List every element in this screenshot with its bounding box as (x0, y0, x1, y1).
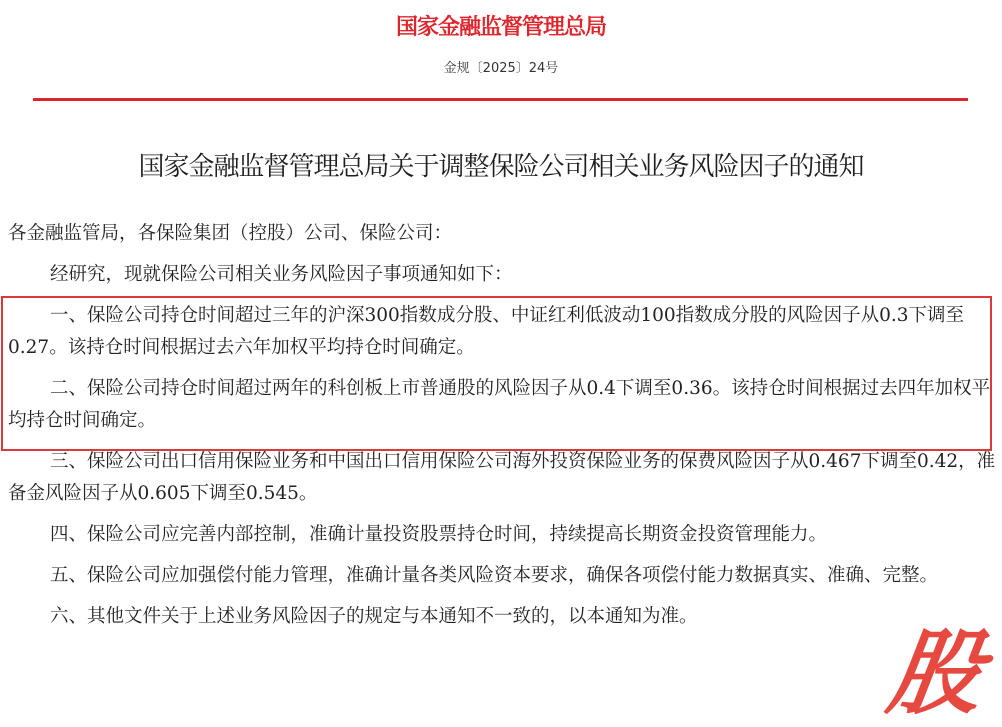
header-divider (33, 98, 968, 101)
item-paragraph: 五、保险公司应加强偿付能力管理，准确计量各类风险资本要求，确保各项偿付能力数据真实、准确、完整。 (50, 565, 939, 586)
stock-logo-watermark: 股 (882, 620, 990, 727)
document-number: 金规〔2025〕24号 (443, 61, 559, 76)
document-title: 国家金融监督管理总局关于调整保险公司相关业务风险因子的通知 (138, 152, 864, 182)
document-body (8, 218, 996, 633)
addressee: 各金融监管局，各保险集团（控股）公司、保险公司： (8, 223, 453, 244)
item-paragraph: 六、其他文件关于上述业务风险因子的规定与本通知不一致的，以本通知为准。 (50, 606, 698, 627)
intro-paragraph: 经研究，现就保险公司相关业务风险因子事项通知如下： (50, 264, 513, 285)
item-paragraph: 三、保险公司出口信用保险业务和中国出口信用保险公司海外投资保险业务的保费风险因子从0.467下调至0.42，准备金风险因子从0.605下调至0.545。 (8, 451, 996, 504)
item-paragraph: 二、保险公司持仓时间超过两年的科创板上市普通股的风险因子从0.4下调至0.36。该持仓时间根据过去四年加权平均持仓时间确定。 (8, 378, 991, 431)
issuing-organization: 国家金融监督管理总局 (395, 15, 606, 40)
item-paragraph: 四、保险公司应完善内部控制，准确计量投资股票持仓时间，持续提高长期资金投资管理能力。 (50, 524, 828, 545)
item-paragraph: 一、保险公司持仓时间超过三年的沪深300指数成分股、中证红利低波动100指数成分股的风险因子从0.3下调至0.27。该持仓时间根据过去六年加权平均持仓时间确定。 (8, 305, 965, 358)
